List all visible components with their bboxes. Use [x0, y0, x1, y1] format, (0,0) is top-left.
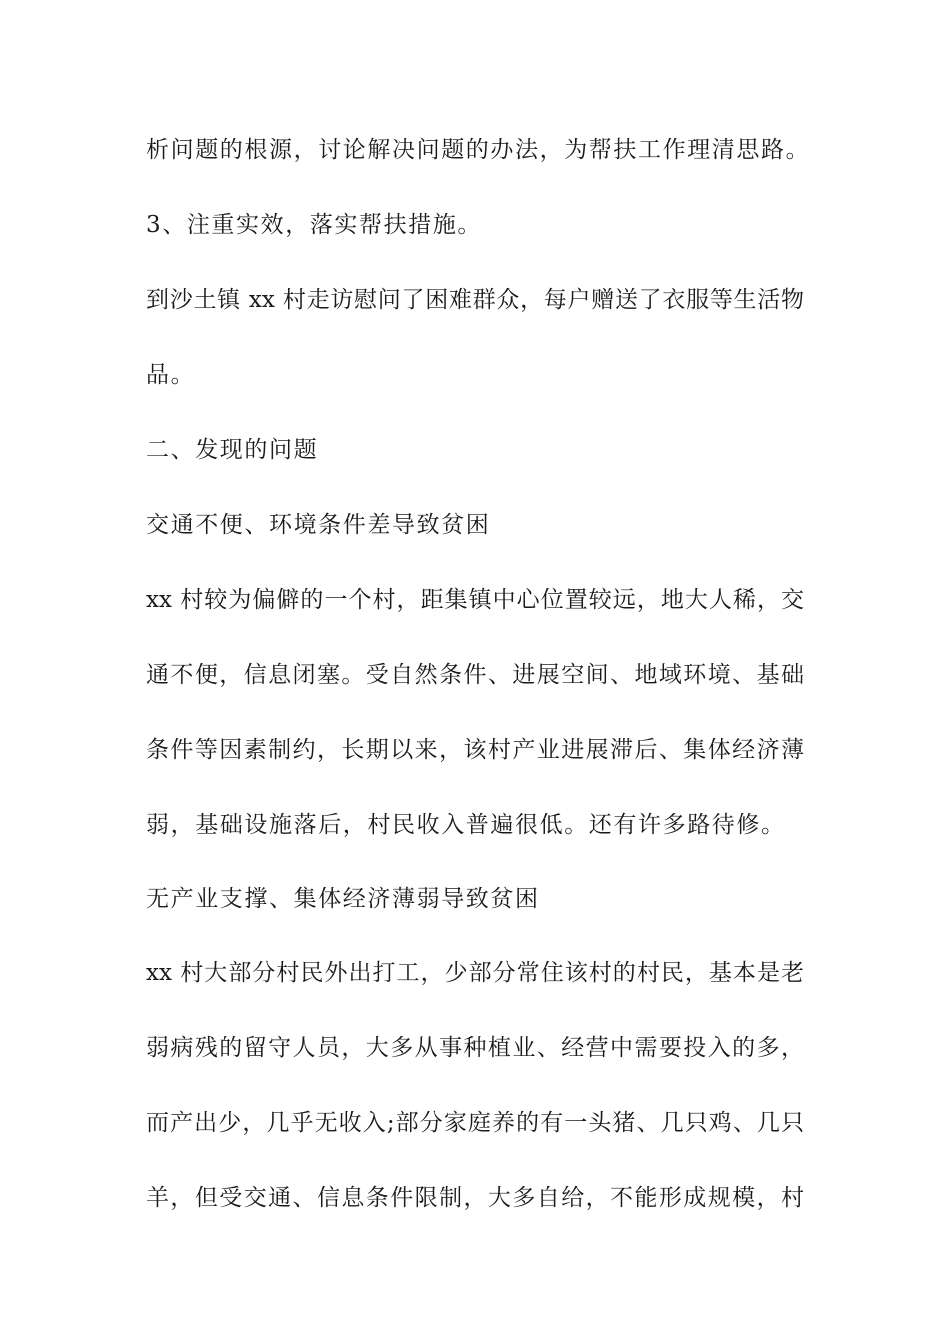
paragraph-line: 而产出少，几乎无收入;部分家庭养的有一头猪、几只鸡、几只: [146, 1110, 804, 1136]
subsection-heading: 交通不便、环境条件差导致贫困: [146, 512, 491, 538]
paragraph-line: 羊，但受交通、信息条件限制，大多自给，不能形成规模，村: [146, 1185, 804, 1211]
paragraph-line: xx 村较为偏僻的一个村，距集镇中心位置较远，地大人稀，交: [146, 587, 804, 613]
paragraph-line: 析问题的根源，讨论解决问题的办法，为帮扶工作理清思路。: [146, 137, 811, 163]
paragraph-line: 弱病残的留守人员，大多从事种植业、经营中需要投入的多，: [146, 1035, 804, 1061]
paragraph-line: 条件等因素制约，长期以来，该村产业进展滞后、集体经济薄: [146, 737, 804, 763]
section-heading: 3、注重实效，落实帮扶措施。: [146, 212, 483, 238]
subsection-heading: 无产业支撑、集体经济薄弱导致贫困: [146, 886, 540, 912]
paragraph-line: xx 村大部分村民外出打工，少部分常住该村的村民，基本是老: [146, 960, 804, 986]
paragraph-line: 品。: [146, 362, 196, 388]
paragraph-line: 弱，基础设施落后，村民收入普遍很低。还有许多路待修。: [146, 812, 786, 838]
paragraph-line: 到沙土镇 xx 村走访慰问了困难群众，每户赠送了衣服等生活物: [146, 287, 804, 313]
section-heading: 二、发现的问题: [146, 437, 319, 463]
paragraph-line: 通不便，信息闭塞。受自然条件、进展空间、地域环境、基础: [146, 662, 804, 688]
